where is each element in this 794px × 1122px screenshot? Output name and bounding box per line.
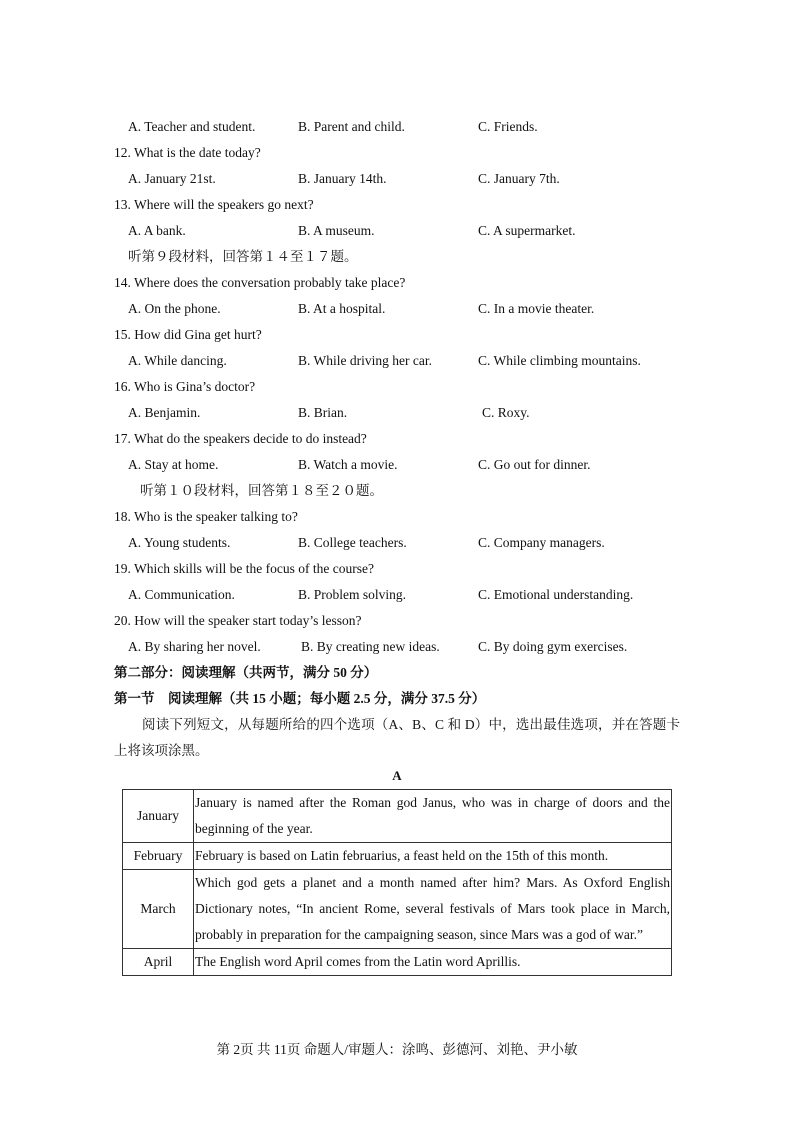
option-c: C. By doing gym exercises. <box>478 639 628 654</box>
option-b: B. Brian. <box>298 405 348 420</box>
question-18-stem: 18. Who is the speaker talking to? <box>114 509 298 524</box>
option-b: B. Parent and child. <box>298 119 405 134</box>
option-b: B. Problem solving. <box>298 587 407 602</box>
q12-options <box>128 170 688 188</box>
listening-note-9: 听第９段材料，回答第１４至１７题。 <box>128 249 358 264</box>
page-footer: 第 2页 共 11页 命题人/审题人：涂鸣、彭德河、刘艳、尹小敏 <box>216 1042 578 1057</box>
option-b: B. January 14th. <box>298 171 387 186</box>
option-a: A. On the phone. <box>128 301 221 316</box>
q11-options <box>128 118 688 136</box>
option-a: A. January 21st. <box>128 171 216 186</box>
option-b: B. While driving her car. <box>298 353 432 368</box>
option-c: C. A supermarket. <box>478 223 576 238</box>
option-c: C. Friends. <box>478 119 538 134</box>
month-cell: March <box>123 870 194 949</box>
question-19-stem: 19. Which skills will be the focus of the course? <box>114 561 374 576</box>
option-a: A. A bank. <box>128 223 186 238</box>
table-row <box>123 870 672 949</box>
q18-options <box>128 534 688 552</box>
option-b: B. Watch a movie. <box>298 457 398 472</box>
option-a: A. Teacher and student. <box>128 119 256 134</box>
listening-note-10: 听第１０段材料，回答第１８至２０题。 <box>140 483 383 498</box>
q17-options <box>128 456 688 474</box>
month-cell: April <box>123 949 194 976</box>
option-c: C. While climbing mountains. <box>478 353 641 368</box>
question-20-stem: 20. How will the speaker start today’s lesson? <box>114 613 362 628</box>
question-13-stem: 13. Where will the speakers go next? <box>114 197 314 212</box>
option-c: C. In a movie theater. <box>478 301 595 316</box>
q14-options <box>128 300 688 318</box>
option-c: C. January 7th. <box>478 171 560 186</box>
table-row <box>123 790 672 843</box>
q19-options <box>128 586 688 604</box>
option-a: A. Communication. <box>128 587 235 602</box>
option-a: A. While dancing. <box>128 353 227 368</box>
month-cell: January <box>123 790 194 843</box>
option-a: A. By sharing her novel. <box>128 639 261 654</box>
question-17-stem: 17. What do the speakers decide to do instead? <box>114 431 367 446</box>
q16-options <box>128 404 688 422</box>
q15-options <box>128 352 688 370</box>
option-b: B. By creating new ideas. <box>301 639 440 654</box>
option-c: C. Emotional understanding. <box>478 587 634 602</box>
question-14-stem: 14. Where does the conversation probably take place? <box>114 275 406 290</box>
description-cell: Which god gets a planet and a month named after him? Mars. As Oxford English Dictionary notes, “In ancient Rome, several festivals of Mars took place in March, probably in preparation for the campaigning season, since Mars was a god of war.” <box>194 870 672 949</box>
option-a: A. Benjamin. <box>128 405 201 420</box>
option-b: B. At a hospital. <box>298 301 386 316</box>
question-16-stem: 16. Who is Gina’s doctor? <box>114 379 256 394</box>
question-12-stem: 12. What is the date today? <box>114 145 261 160</box>
option-c: C. Company managers. <box>478 535 605 550</box>
option-a: A. Young students. <box>128 535 231 550</box>
option-b: B. College teachers. <box>298 535 407 550</box>
option-c: C. Roxy. <box>482 405 530 420</box>
description-cell: January is named after the Roman god Janus, who was in charge of doors and the beginning of the year. <box>194 790 672 843</box>
question-15-stem: 15. How did Gina get hurt? <box>114 327 262 342</box>
q13-options <box>128 222 688 240</box>
option-c: C. Go out for dinner. <box>478 457 591 472</box>
table-row <box>123 949 672 976</box>
passage-title: A <box>392 768 402 783</box>
month-cell: February <box>123 843 194 870</box>
q20-options <box>128 638 688 656</box>
option-a: A. Stay at home. <box>128 457 219 472</box>
part2-heading: 第二部分：阅读理解（共两节，满分 50 分） <box>114 665 378 680</box>
table-row <box>123 843 672 870</box>
reading-instruction: 阅读下列短文，从每题所给的四个选项（A、B、C 和 D）中，选出最佳选项，并在答题卡上将该项涂黑。 <box>114 717 680 758</box>
description-cell: February is based on Latin februarius, a feast held on the 15th of this month. <box>194 843 672 870</box>
section1-heading: 第一节 阅读理解（共 15 小题；每小题 2.5 分，满分 37.5 分） <box>114 691 486 706</box>
option-b: B. A museum. <box>298 223 375 238</box>
description-cell: The English word April comes from the Latin word Aprillis. <box>194 949 672 976</box>
months-table <box>122 789 672 976</box>
